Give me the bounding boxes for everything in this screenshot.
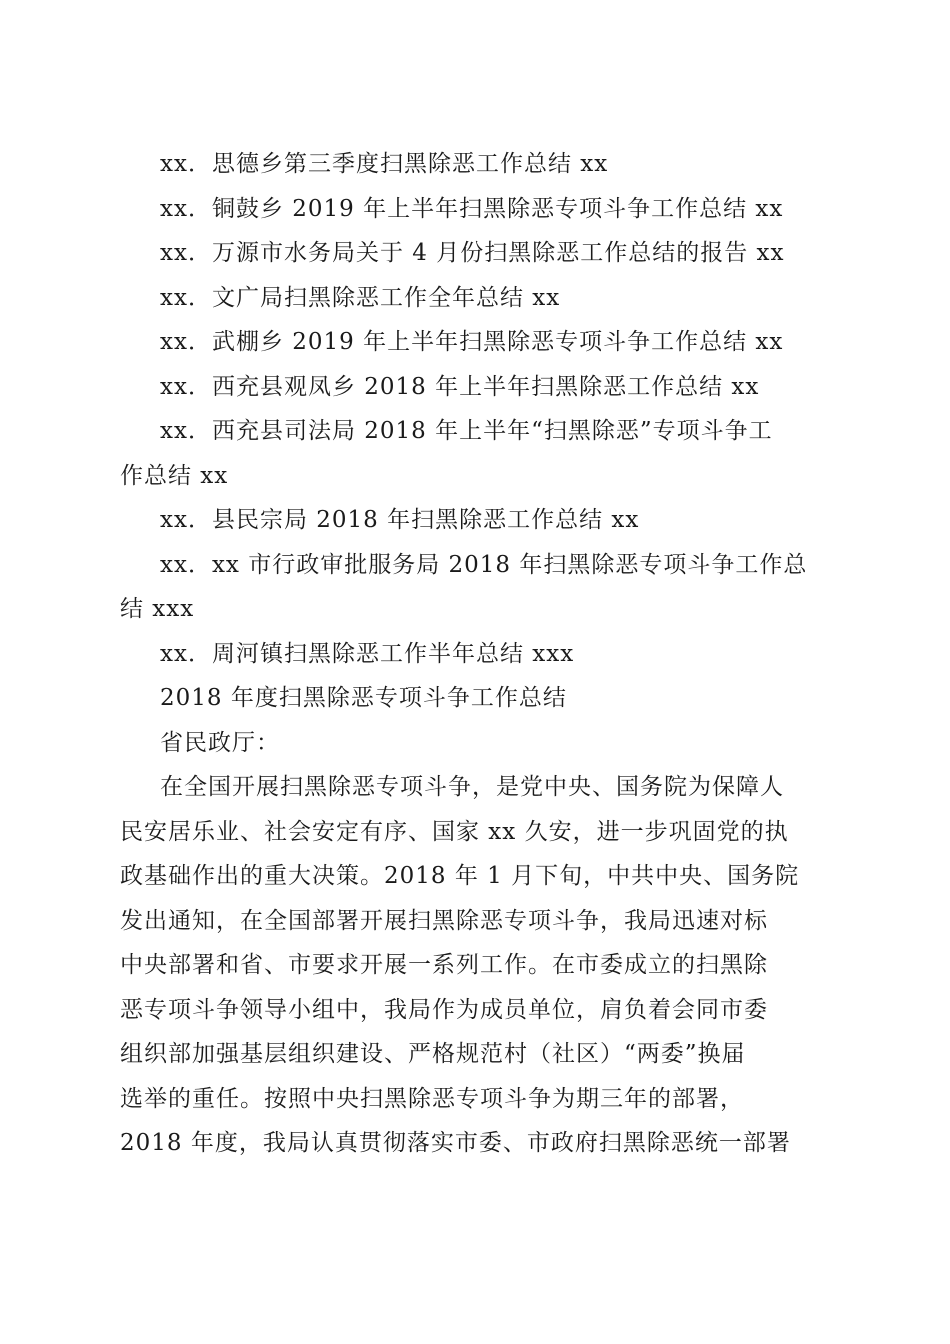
body-line: 组织部加强基层组织建设、严格规范村（社区）“两委”换届 xyxy=(120,1041,746,1067)
document-title: 2018 年度扫黑除恶专项斗争工作总结 xyxy=(160,685,567,711)
list-item-wrapped-line1: xx．xx 市行政审批服务局 2018 年扫黑除恶专项斗争工作总 xyxy=(160,551,808,578)
body-line: 民安居乐业、社会安定有序、国家 xx 久安，进一步巩固党的执 xyxy=(120,818,789,845)
list-item: xx．铜鼓乡 2019 年上半年扫黑除恶专项斗争工作总结 xx xyxy=(160,195,784,222)
list-item-wrapped-line2: 结 xxx xyxy=(120,596,195,622)
list-item: xx．万源市水务局关于 4 月份扫黑除恶工作总结的报告 xx xyxy=(160,240,785,266)
body-line: 政基础作出的重大决策。2018 年 1 月下旬，中共中央、国务院 xyxy=(120,863,800,889)
list-item: xx．武棚乡 2019 年上半年扫黑除恶专项斗争工作总结 xx xyxy=(160,329,784,355)
document-body xyxy=(120,142,822,1166)
list-item-wrapped-line2: 作总结 xx xyxy=(120,462,229,489)
salutation: 省民政厅： xyxy=(160,729,280,756)
list-item-wrapped-line1: xx．西充县司法局 2018 年上半年“扫黑除恶”专项斗争工 xyxy=(160,418,773,444)
body-line: 选举的重任。按照中央扫黑除恶专项斗争为期三年的部署， xyxy=(120,1085,744,1112)
body-line: 恶专项斗争领导小组中，我局作为成员单位，肩负着会同市委 xyxy=(120,996,768,1023)
list-item: xx．周河镇扫黑除恶工作半年总结 xxx xyxy=(160,640,575,667)
body-line: 中央部署和省、市要求开展一系列工作。在市委成立的扫黑除 xyxy=(120,952,768,978)
list-item: xx．西充县观凤乡 2018 年上半年扫黑除恶工作总结 xx xyxy=(160,373,760,400)
body-line: 发出通知，在全国部署开展扫黑除恶专项斗争，我局迅速对标 xyxy=(120,907,768,934)
body-line: 在全国开展扫黑除恶专项斗争，是党中央、国务院为保障人 xyxy=(160,774,784,800)
body-line: 2018 年度，我局认真贯彻落实市委、市政府扫黑除恶统一部署 xyxy=(120,1130,791,1156)
list-item: xx．县民宗局 2018 年扫黑除恶工作总结 xx xyxy=(160,507,640,533)
list-item: xx．文广局扫黑除恶工作全年总结 xx xyxy=(160,284,561,311)
list-item: xx．思德乡第三季度扫黑除恶工作总结 xx xyxy=(160,151,609,177)
